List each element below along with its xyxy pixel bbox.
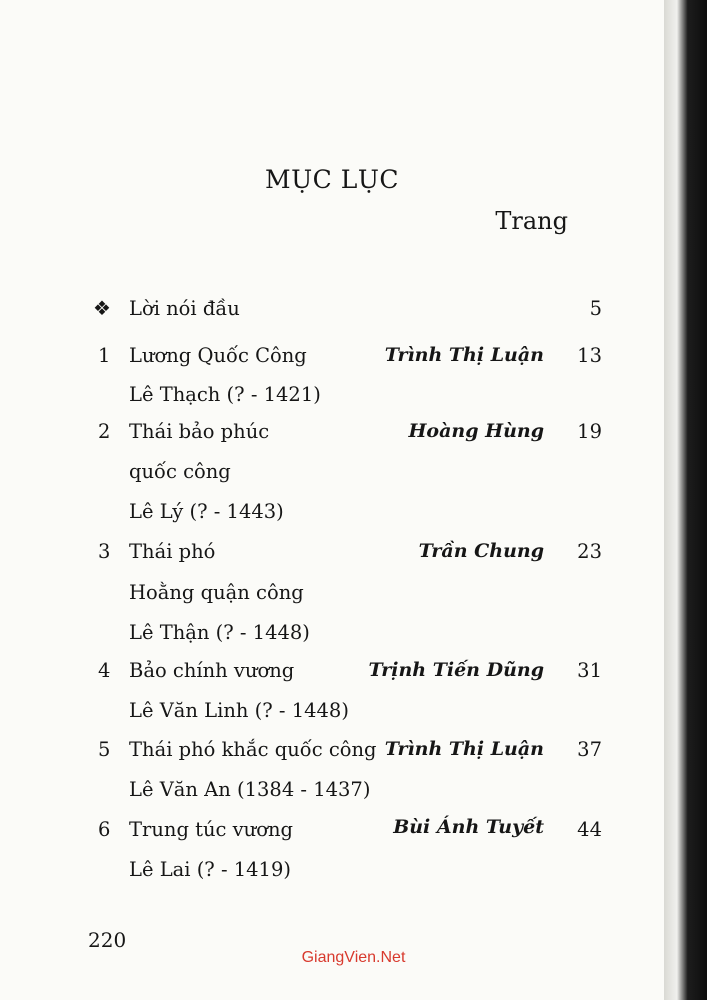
book-spine-edge [664, 0, 707, 1000]
entry-number: 6 [98, 818, 111, 841]
entry-page: 44 [577, 818, 602, 841]
entry-number: 3 [98, 540, 111, 563]
entry-line: Thái phó [129, 540, 216, 563]
preface-title: Lời nói đầu [129, 297, 240, 320]
entry-line: Bảo chính vương [129, 659, 295, 682]
page-column-header: Trang [495, 207, 568, 235]
entry-line: Lê Lai (? - 1419) [129, 858, 291, 881]
entry-page: 19 [577, 420, 602, 443]
watermark-text: GiangVien.Net [301, 949, 406, 966]
entry-line: quốc công [129, 460, 231, 483]
entry-line: Lê Thận (? - 1448) [129, 621, 310, 644]
preface-bullet: ❖ [93, 296, 111, 320]
entry-author: Trần Chung [418, 540, 544, 562]
entry-author: Hoàng Hùng [408, 420, 544, 442]
entry-number: 1 [98, 344, 111, 367]
preface-page: 5 [589, 297, 602, 320]
entry-number: 5 [98, 738, 111, 761]
entry-author: Trịnh Tiến Dũng [368, 659, 544, 681]
entry-page: 31 [577, 659, 602, 682]
entry-line: Thái phó khắc quốc công [129, 738, 377, 761]
entry-line: Lê Thạch (? - 1421) [129, 383, 321, 406]
entry-author: Trình Thị Luận [384, 738, 544, 760]
entry-page: 37 [577, 738, 602, 761]
entry-line: Lê Văn An (1384 - 1437) [129, 778, 371, 801]
entry-number: 2 [98, 420, 111, 443]
footer-page-number: 220 [88, 928, 127, 952]
entry-number: 4 [98, 659, 111, 682]
entry-line: Hoằng quận công [129, 581, 304, 604]
entry-page: 23 [577, 540, 602, 563]
entry-line: Trung túc vương [129, 818, 293, 841]
entry-author: Trình Thị Luận [384, 344, 544, 366]
page-title: MỤC LỤC [264, 165, 400, 194]
entry-line: Thái bảo phúc [129, 420, 270, 443]
entry-page: 13 [577, 344, 602, 367]
entry-line: Lê Lý (? - 1443) [129, 500, 284, 523]
entry-author: Bùi Ánh Tuyết [393, 816, 544, 838]
entry-line: Lê Văn Linh (? - 1448) [129, 699, 349, 722]
entry-line: Lương Quốc Công [129, 344, 307, 367]
